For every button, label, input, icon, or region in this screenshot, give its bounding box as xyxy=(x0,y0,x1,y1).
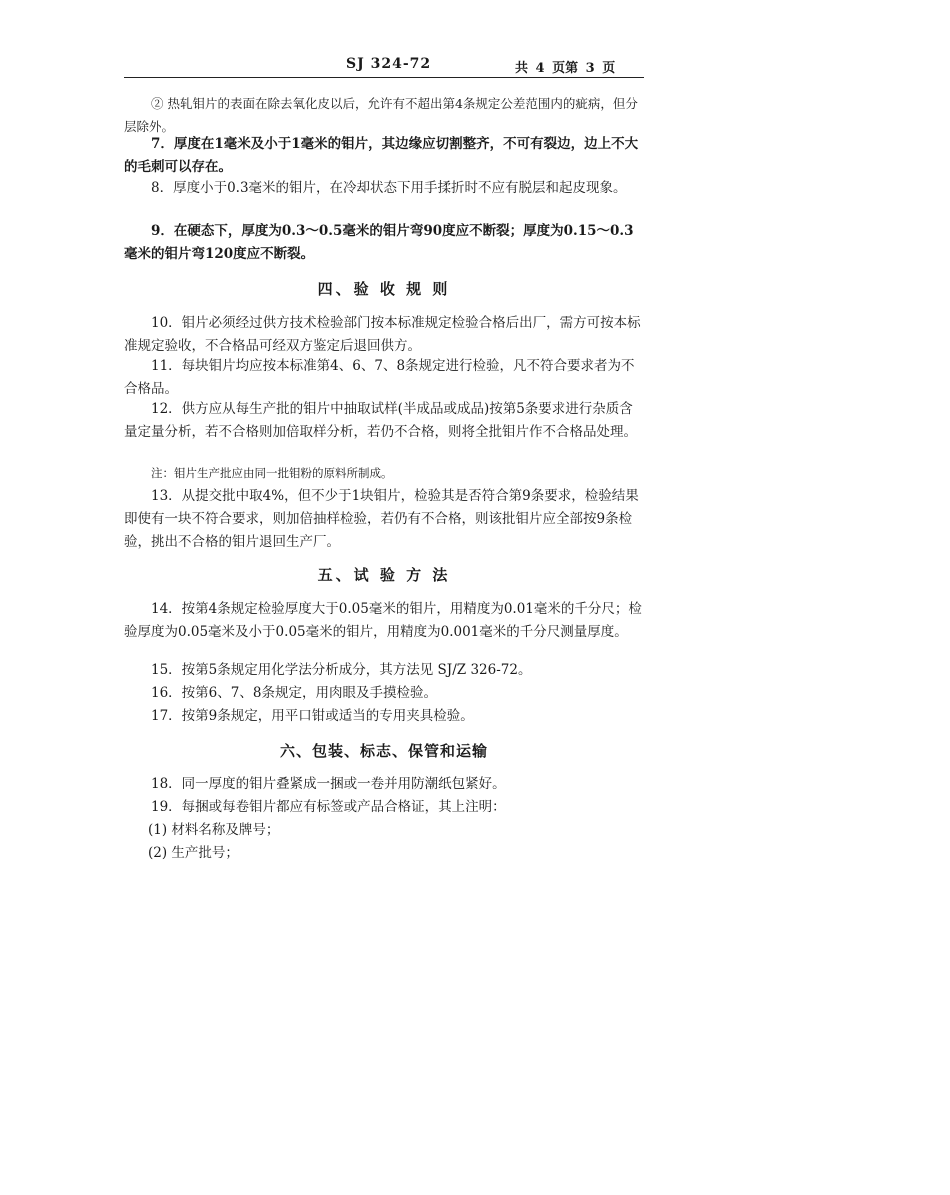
paragraph-7: 7．厚度在1毫米及小于1毫米的钼片，其边缘应切割整齐，不可有裂边，边上不大的毛刺可以存在。 xyxy=(124,136,639,175)
paragraph-10: 10．钼片必须经过供方技术检验部门按本标准规定检验合格后出厂，需方可按本标准规定验收，不合格品可经双方鉴定后退回供方。 xyxy=(124,315,641,354)
header-rule xyxy=(124,77,644,78)
paragraph-12: 12．供方应从每生产批的钼片中抽取试样(半成品或成品)按第5条要求进行杂质含量定量分析，若不合格则加倍取样分析，若仍不合格，则将全批钼片作不合格品处理。 xyxy=(124,401,637,440)
paragraph-15: 15．按第5条规定用化学法分析成分，其方法见 SJ/Z 326-72。 xyxy=(151,662,532,678)
paragraph-18: 18．同一厚度的钼片叠紧成一捆或一卷并用防潮纸包紧好。 xyxy=(151,776,506,792)
page-number: 共 4 页第 3 页 xyxy=(515,61,616,76)
paragraph-17: 17．按第9条规定，用平口钳或适当的专用夹具检验。 xyxy=(151,708,474,724)
section-title-packaging: 六、包装、标志、保管和运输 xyxy=(279,742,488,760)
list-item: (1) 材料名称及牌号； xyxy=(148,822,280,838)
section-title-test-methods: 五、试 验 方 法 xyxy=(317,566,451,584)
paragraph-9: 9．在硬态下，厚度为0.3～0.5毫米的钼片弯90度应不断裂；厚度为0.15～0.3毫米的钼片弯120度应不断裂。 xyxy=(124,223,634,262)
paragraph-16: 16．按第6、7、8条规定，用肉眼及手摸检验。 xyxy=(151,685,437,701)
paragraph-14: 14．按第4条规定检验厚度大于0.05毫米的钼片，用精度为0.01毫米的千分尺；检验厚度为0.05毫米及小于0.05毫米的钼片，用精度为0.001毫米的千分尺测量厚度。 xyxy=(124,601,642,640)
paragraph-13: 13．从提交批中取4%，但不少于1块钼片，检验其是否符合第9条要求，检验结果即使有一块不符合要求，则加倍抽样检验，若仍有不合格，则该批钼片应全部按9条检验，挑出不合格的钼片退回生产厂。 xyxy=(124,488,639,550)
paragraph-8: 8．厚度小于0.3毫米的钼片，在冷却状态下用手揉折时不应有脱层和起皮现象。 xyxy=(151,180,627,196)
document-code: SJ 324-72 xyxy=(346,56,432,72)
paragraph-11: 11．每块钼片均应按本标准第4、6、7、8条规定进行检验，凡不符合要求者为不合格品。 xyxy=(124,358,635,397)
paragraph-19: 19．每捆或每卷钼片都应有标签或产品合格证，其上注明： xyxy=(151,799,506,815)
paragraph-defects: ② 热轧钼片的表面在除去氧化皮以后，允许有不超出第4条规定公差范围内的疵病，但分层除外。 xyxy=(124,96,638,134)
section-title-acceptance: 四、验 收 规 则 xyxy=(317,280,451,298)
note: 注：钼片生产批应由同一批钼粉的原料所制成。 xyxy=(151,466,393,480)
list-item: (2) 生产批号； xyxy=(148,845,239,861)
